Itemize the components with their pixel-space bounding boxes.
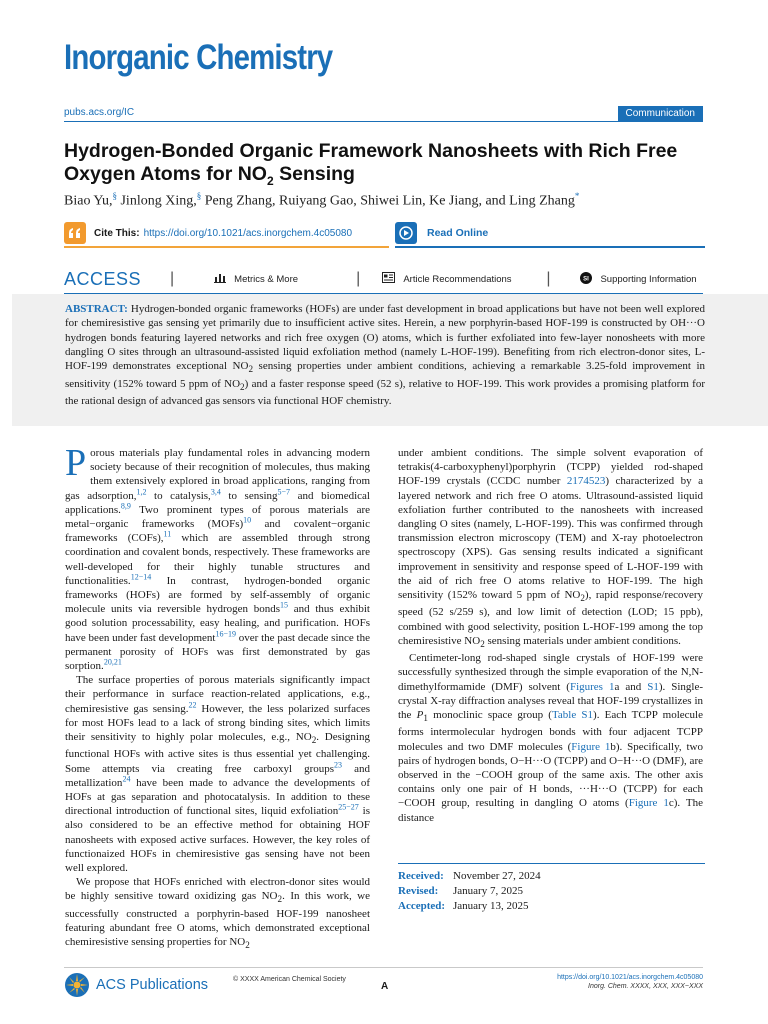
quote-icon [64, 222, 86, 244]
article-title: Hydrogen-Bonded Organic Framework Nanosheets with Rich Free Oxygen Atoms for $NO_2$ Sensing [64, 140, 678, 188]
reference-link[interactable]: 20,21 [103, 657, 122, 667]
author-name[interactable]: Jinlong Xing, [116, 193, 197, 209]
supporting-info-icon [580, 272, 592, 287]
figure-link[interactable]: Figures 1 [569, 680, 615, 693]
recommendations-label: Article Recommendations [403, 273, 512, 285]
reference-link[interactable]: 22 [188, 700, 197, 709]
figure-link[interactable]: Figure 1 [571, 740, 611, 753]
reference-link[interactable]: 12−14 [130, 572, 152, 582]
article-dates [398, 863, 705, 914]
access-label: ACCESS [64, 268, 142, 289]
journal-title: Inorganic Chemistry [64, 38, 333, 77]
cite-this-bar [64, 220, 389, 248]
body-paragraph: The surface properties of porous materials significantly impact their performance in surface reaction-related applications, e.g., chemiresistive gas sensing.$^{22}$ However, the less polarized surfaces for most HOFs lead to a lack of strong binding sites, which limits their sensitivity to highly polar molecules, e.g., $NO_2$. Designing functional HOFs with active sites is thus essential yet challenging. Some attempts via creating free carboxyl groups$^{23}$ and metallization$^{24}$ have been made to advance the developments of HOFs at gas separation and photocatalysis. In addition to these directional introduction of functional sites, liquid exfoliation$^{25-27}$ is also considered to be an effective method for obtaining HOF nanosheets with exposed active surfaces. However, the key roles of functionaized HOFs in chemiresistive gas sensing have not been well explored. [65, 674, 370, 875]
reference-link[interactable]: 5−7 [277, 486, 291, 496]
metrics-icon [214, 273, 226, 286]
reference-link[interactable]: 3,4 [210, 486, 221, 496]
body-paragraph: Porous materials play fundamental roles in advancing modern society because of their recognition of molecules, thus making them extensively explored in broad applications, ranging from gas adsorption,$^{1,2}$ to catalysis,$^{3,4}$ to sensing$^{5-7}$ and biomedical applications.$^{8,9}$ Two prominent types of porous materials are metal−organic frameworks (MOFs)$^{10}$ and covalent−organic frameworks (COFs),$^{11}$ which are assembled through strong coordination and covalent bonds, respectively. These frameworks are well-developed for their highly tunable structures and functionalities.$^{12-14}$ In contrast, hydrogen-bonded organic frameworks (HOFs) are formed by self-assembly of organic molecule units via reversible hydrogen bonds$^{15}$ and thus exhibit good solution processability, easy healing, and purification. HOFs have been under fast development$^{16-19}$ over the past decade since the permanent porosity of HOFs was first demonstrated by gas sorption.$^{20,21}$ [65, 442, 370, 673]
figure-link[interactable]: Figure 1 [628, 797, 669, 810]
footer-divider [64, 967, 703, 968]
read-online-button[interactable] [395, 220, 705, 248]
date-row-revised: Revised: January 7, 2025 [398, 885, 523, 897]
body-paragraph: Centimeter-long rod-shaped single crystals of HOF-199 were successfully synthesized through the simple evaporation of the N,N-dimethylformamide (DMF) solvent (Figures 1a and S1). Single-crystal X-ray diffraction analyses reveal that HOF-199 crystallizes in the $P_1$ monoclinic space group (Table S1). Each TCPP molecule forms intermolecular hydrogen bonds with four adjacent TCPP molecules and two DMF molecules (Figure 1b). Specifically, two pairs of hydrogen bonds, O−H···O (TCPP) and O−H···O (DMF), are observed in the −COOH group of the same axis. The other axis contains only one pair of H bonds, ···H···O (TCPP) for each −COOH group, resulting in dangling O atoms (Figure 1c). The distance [398, 652, 704, 824]
body-column-left [65, 442, 370, 953]
metrics-label: Metrics & More [234, 273, 299, 285]
author-name[interactable]: Biao Yu, [64, 193, 113, 209]
copyright: © XXXX American Chemical Society [233, 976, 346, 983]
reference-link[interactable]: 25−27 [338, 802, 359, 812]
read-online-icon [395, 222, 417, 244]
body-paragraph: under ambient conditions. The simple solvent evaporation of tetrakis(4-carboxyphenyl)porphyrin (TCPP) yielded rod-shaped HOF-199 crystals (CCDC number 2174523) characterized by a layered network and rich free O atoms. Ultrasound-assisted liquid exfoliation further contributed to the nanosheets with increased dangling O sites (namely, L-HOF-199). This was confirmed through transmission electron microscopy (TEM) and X-ray photoelectron spectroscopy (XPS). Gas sensing results indicated a significant improvement in sensitivity and response speed of L-HOF-199 with the aid of rich free O atoms relative to HOF-199. The high sensitivity (152% toward 5 ppm of $NO_2$), rapid response/recovery speed (52 s/259 s), and low limit of detection (LOD; 15 ppb), combined with good selectivity, position L-HOF-199 among the top chemiresistive $NO_2$ sensing materials under ambient conditions. [398, 447, 703, 650]
date-row-received: Received: November 27, 2024 [398, 870, 541, 882]
supporting-figure-link[interactable]: S1 [647, 680, 659, 693]
author-mark: § [196, 191, 202, 201]
table-link[interactable]: Table S1 [551, 709, 594, 722]
footer-doi-link[interactable]: https://doi.org/10.1021/acs.inorgchem.4c05080 [557, 974, 703, 981]
supporting-info-label: Supporting Information [600, 273, 697, 285]
cite-this-label: Cite This: [94, 227, 140, 239]
author-mark: § [112, 191, 117, 201]
access-separator: | [356, 270, 361, 287]
reference-link[interactable]: 11 [163, 529, 172, 539]
body-column-right [398, 446, 703, 825]
acs-logo-icon [64, 972, 90, 998]
header-divider [64, 121, 703, 122]
reference-link[interactable]: 1,2 [136, 486, 147, 496]
reference-link[interactable]: 8,9 [120, 501, 131, 511]
article-recommendations-button[interactable] [382, 272, 546, 286]
svg-text:SI: SI [583, 276, 590, 282]
access-separator: | [546, 270, 551, 287]
date-row-accepted: Accepted: January 13, 2025 [398, 900, 529, 912]
recommendations-icon [382, 272, 395, 286]
page-number: A [381, 981, 389, 992]
reference-link[interactable]: 16−19 [215, 628, 236, 638]
reference-link[interactable]: 15 [280, 600, 289, 610]
supporting-information-button[interactable] [580, 272, 696, 287]
cite-doi-link[interactable]: https://doi.org/10.1021/acs.inorgchem.4c05080 [143, 227, 353, 239]
abstract-label: ABSTRACT: [65, 303, 128, 315]
access-separator: | [170, 270, 175, 287]
author-list [64, 191, 579, 210]
reference-link[interactable]: 23 [334, 760, 343, 769]
drop-cap: P [65, 442, 87, 484]
reference-link[interactable]: 10 [243, 515, 252, 525]
article-type-badge: Communication [618, 106, 703, 121]
author-name[interactable]: Peng Zhang, Ruiyang Gao, Shiwei Lin, Ke Jiang, and Ling Zhang [201, 193, 575, 209]
abstract: ABSTRACT: Hydrogen-bonded organic frameworks (HOFs) are under fast development in broad applications but have not been well explored for chemiresistive gas sensing yet primarily due to insufficient active sites. Herein, a new porphyrin-based HOF-199 is constructed by OH···O hydrogen bonds featuring layered networks and rich free oxygen (O) atoms, which is further exfoliated into few-layer nonosheets with more dangling O sites through an ultrasound-assisted liquid exfoliation method (namely L-HOF-199). Benefiting from rich electron-donor sites, L-HOF-199 demonstrates exceptional $NO_2$ sensing properties under ambient conditions, achieving a remarkable 3.25-fold improvement in sensitivity (152% toward 5 ppm of $NO_2$) and a faster response speed (52 s), relative to HOF-199. This work provides a promising platform for the rational design of advanced gas sensors via functional HOF chemistry. [65, 303, 706, 408]
publisher-name: ACS Publications [96, 977, 209, 993]
metrics-more-button[interactable] [214, 273, 356, 286]
body-paragraph: We propose that HOFs enriched with electron-donor sites would be highly sensitive toward oxidizing gas $NO_2$. In this work, we successfully constructed a porphyrin-based HOF-199 nanosheet featuring abundant free O atoms, which demonstrated exceptional chemiresistive sensing properties for $NO_2$ [65, 876, 370, 951]
reference-link[interactable]: 24 [122, 774, 131, 784]
read-online-label: Read Online [427, 227, 489, 239]
ccdc-link[interactable]: 2174523 [566, 475, 606, 488]
journal-url-link[interactable]: pubs.acs.org/IC [64, 107, 135, 118]
acs-publications-logo[interactable] [64, 972, 208, 998]
access-bar [64, 266, 703, 292]
footer-citation [557, 973, 703, 991]
footer-journal-citation: Inorg. Chem. XXXX, XXX, XXX−XXX [588, 983, 703, 990]
corresponding-author-mark[interactable]: * [574, 191, 580, 201]
